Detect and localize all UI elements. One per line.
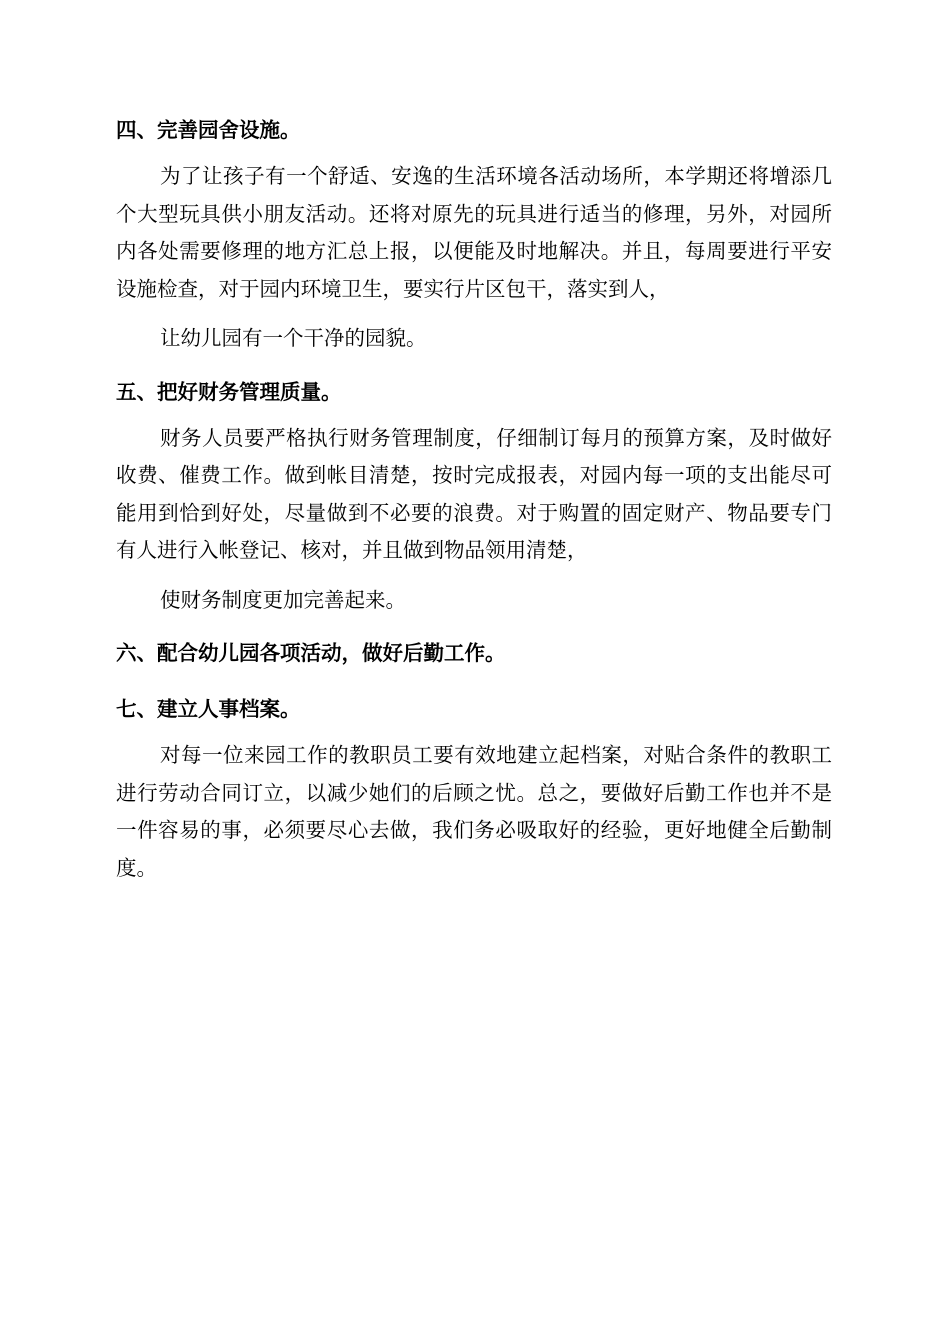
section-heading-6: 六、配合幼儿园各项活动，做好后勤工作。 <box>116 641 506 665</box>
document-body <box>116 108 832 999</box>
plan-3-section-heading-1 <box>116 949 832 993</box>
plan-3-title <box>116 899 832 943</box>
section-heading-4: 四、完善园舍设施。 <box>116 118 301 142</box>
section-4-paragraph-1: 为了让孩子有一个舒适、安逸的生活环境各活动场所，本学期还将增添几个大型玩具供小朋友活动。还将对原先的玩具进行适当的修理，另外，对园所内各处需要修理的地方汇总上报，以便能及时地解决。并且，每周要进行平安设施检查，对于园内环境卫生，要实行片区包干，落实到人， <box>116 164 832 301</box>
section-7-paragraph-1: 对每一位来园工作的教职员工要有效地建立起档案，对贴合条件的教职工进行劳动合同订立，以减少她们的后顾之忧。总之，要做好后勤工作也并不是一件容易的事，必须要尽心去做，我们务必吸取好的经验，更好地健全后勤制度。 <box>116 743 832 880</box>
section-5-paragraph-2: 使财务制度更加完善起来。 <box>160 587 406 612</box>
section-heading-7: 七、建立人事档案。 <box>116 697 301 721</box>
section-4-paragraph-2: 让幼儿园有一个干净的园貌。 <box>160 326 427 350</box>
section-heading-5: 五、把好财务管理质量。 <box>116 379 342 404</box>
section-5-paragraph-1: 财务人员要严格执行财务管理制度，仔细制订每月的预算方案，及时做好收费、催费工作。做到帐目清楚，按时完成报表，对园内每一项的支出能尽可能用到恰到好处，尽量做到不必要的浪费。对于购置的固定财产、物品要专门有人进行入帐登记、核对，并且做到物品领用清楚， <box>116 425 832 562</box>
